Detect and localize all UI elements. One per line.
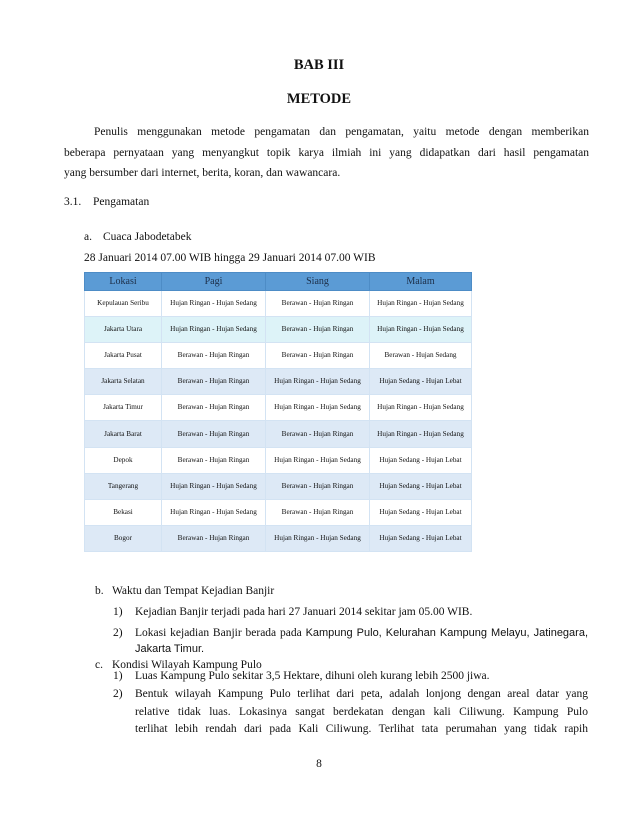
intro-line: yang bersumber dari internet, berita, koran, dan wawancara. bbox=[64, 167, 341, 179]
cell-pagi: Hujan Ringan - Hujan Sedang bbox=[162, 499, 266, 525]
intro-line: beberapa pernyataan yang menyangkut topik karya ilmiah ini yang didapatkan dari hasil pengamatan bbox=[64, 146, 589, 159]
cell-siang: Berawan - Hujan Ringan bbox=[266, 421, 370, 447]
cell-malam: Hujan Sedang - Hujan Lebat bbox=[370, 473, 472, 499]
item-c-2-text bbox=[135, 686, 588, 739]
item-c-2-line: terlihat lebih rendah dari pada Kali Ciliwung. Terlihat tata perumahan yang tidak rapih bbox=[135, 723, 588, 735]
cell-malam: Hujan Sedang - Hujan Lebat bbox=[370, 525, 472, 551]
header-siang: Siang bbox=[266, 273, 370, 291]
item-b-1-marker: 1) bbox=[113, 606, 123, 618]
cell-malam: Hujan Sedang - Hujan Lebat bbox=[370, 369, 472, 395]
cell-siang: Berawan - Hujan Ringan bbox=[266, 473, 370, 499]
table-row bbox=[85, 473, 472, 499]
item-a-title: Cuaca Jabodetabek bbox=[103, 231, 192, 243]
cell-lokasi: Bogor bbox=[85, 525, 162, 551]
cell-malam: Hujan Ringan - Hujan Sedang bbox=[370, 395, 472, 421]
cell-siang: Hujan Ringan - Hujan Sedang bbox=[266, 525, 370, 551]
cell-pagi: Berawan - Hujan Ringan bbox=[162, 447, 266, 473]
cell-malam: Hujan Ringan - Hujan Sedang bbox=[370, 291, 472, 317]
cell-pagi: Berawan - Hujan Ringan bbox=[162, 525, 266, 551]
header-lokasi: Lokasi bbox=[85, 273, 162, 291]
table-row bbox=[85, 343, 472, 369]
table-row bbox=[85, 291, 472, 317]
item-b-1-text: Kejadian Banjir terjadi pada hari 27 Januari 2014 sekitar jam 05.00 WIB. bbox=[135, 606, 473, 618]
item-c-title: Kondisi Wilayah Kampung Pulo bbox=[112, 659, 262, 671]
cell-pagi: Berawan - Hujan Ringan bbox=[162, 343, 266, 369]
table-row bbox=[85, 525, 472, 551]
table-row bbox=[85, 447, 472, 473]
cell-lokasi: Depok bbox=[85, 447, 162, 473]
cell-malam: Hujan Sedang - Hujan Lebat bbox=[370, 499, 472, 525]
table-header-row bbox=[85, 273, 472, 291]
table-row bbox=[85, 317, 472, 343]
intro-paragraph bbox=[64, 122, 589, 184]
cell-malam: Hujan Sedang - Hujan Lebat bbox=[370, 447, 472, 473]
item-c-1-marker: 1) bbox=[113, 670, 123, 682]
cell-pagi: Hujan Ringan - Hujan Sedang bbox=[162, 317, 266, 343]
item-b-title: Waktu dan Tempat Kejadian Banjir bbox=[112, 585, 275, 597]
item-c-1-text: Luas Kampung Pulo sekitar 3,5 Hektare, dihuni oleh kurang lebih 2500 jiwa. bbox=[135, 670, 490, 682]
cell-lokasi: Tangerang bbox=[85, 473, 162, 499]
weather-table bbox=[84, 272, 472, 552]
item-a-period: 28 Januari 2014 07.00 WIB hingga 29 Januari 2014 07.00 WIB bbox=[84, 252, 376, 264]
item-c-2-line: relative tidak luas. Lokasinya sangat berdekatan dengan kali Ciliwung. Kampung Pulo bbox=[135, 705, 588, 718]
item-a-marker: a. bbox=[84, 231, 92, 243]
chapter-number: BAB III bbox=[293, 57, 345, 73]
cell-pagi: Hujan Ringan - Hujan Sedang bbox=[162, 291, 266, 317]
item-b-2-text bbox=[135, 625, 588, 657]
cell-siang: Berawan - Hujan Ringan bbox=[266, 291, 370, 317]
cell-malam: Hujan Ringan - Hujan Sedang bbox=[370, 421, 472, 447]
cell-lokasi: Jakarta Barat bbox=[85, 421, 162, 447]
cell-pagi: Berawan - Hujan Ringan bbox=[162, 395, 266, 421]
table-row bbox=[85, 421, 472, 447]
cell-siang: Berawan - Hujan Ringan bbox=[266, 343, 370, 369]
item-b-2-serif: Lokasi kejadian Banjir berada pada bbox=[135, 627, 302, 639]
cell-lokasi: Kepulauan Seribu bbox=[85, 291, 162, 317]
cell-lokasi: Bekasi bbox=[85, 499, 162, 525]
cell-malam: Hujan Ringan - Hujan Sedang bbox=[370, 317, 472, 343]
header-malam: Malam bbox=[370, 273, 472, 291]
table-row bbox=[85, 395, 472, 421]
cell-pagi: Berawan - Hujan Ringan bbox=[162, 421, 266, 447]
section-title: Pengamatan bbox=[93, 196, 150, 208]
cell-pagi: Berawan - Hujan Ringan bbox=[162, 369, 266, 395]
section-number: 3.1. bbox=[64, 196, 82, 208]
cell-siang: Hujan Ringan - Hujan Sedang bbox=[266, 447, 370, 473]
table-row bbox=[85, 499, 472, 525]
cell-lokasi: Jakarta Selatan bbox=[85, 369, 162, 395]
cell-pagi: Hujan Ringan - Hujan Sedang bbox=[162, 473, 266, 499]
cell-siang: Hujan Ringan - Hujan Sedang bbox=[266, 369, 370, 395]
intro-line: Penulis menggunakan metode pengamatan dan pengamatan, yaitu metode dengan memberikan bbox=[94, 126, 589, 138]
table-row bbox=[85, 369, 472, 395]
item-c-2-marker: 2) bbox=[113, 688, 123, 700]
item-b-2-location: Kampung Pulo, Kelurahan Kampung Melayu, Jatinegara, bbox=[305, 627, 589, 639]
cell-siang: Berawan - Hujan Ringan bbox=[266, 499, 370, 525]
header-pagi: Pagi bbox=[162, 273, 266, 291]
item-c-2-line: Bentuk wilayah Kampung Pulo terlihat dari peta, adalah lonjong dengan areal datar yang bbox=[135, 688, 588, 700]
cell-lokasi: Jakarta Utara bbox=[85, 317, 162, 343]
page-number: 8 bbox=[316, 758, 322, 770]
item-b-2-marker: 2) bbox=[113, 627, 123, 639]
cell-lokasi: Jakarta Timur bbox=[85, 395, 162, 421]
item-b-2-line bbox=[135, 625, 588, 641]
cell-siang: Berawan - Hujan Ringan bbox=[266, 317, 370, 343]
cell-siang: Hujan Ringan - Hujan Sedang bbox=[266, 395, 370, 421]
item-b-marker: b. bbox=[95, 585, 104, 597]
cell-lokasi: Jakarta Pusat bbox=[85, 343, 162, 369]
item-c-marker: c. bbox=[95, 659, 103, 671]
cell-malam: Berawan - Hujan Sedang bbox=[370, 343, 472, 369]
item-b-2-location-end: Jakarta Timur. bbox=[135, 643, 205, 655]
chapter-title: METODE bbox=[286, 91, 352, 107]
